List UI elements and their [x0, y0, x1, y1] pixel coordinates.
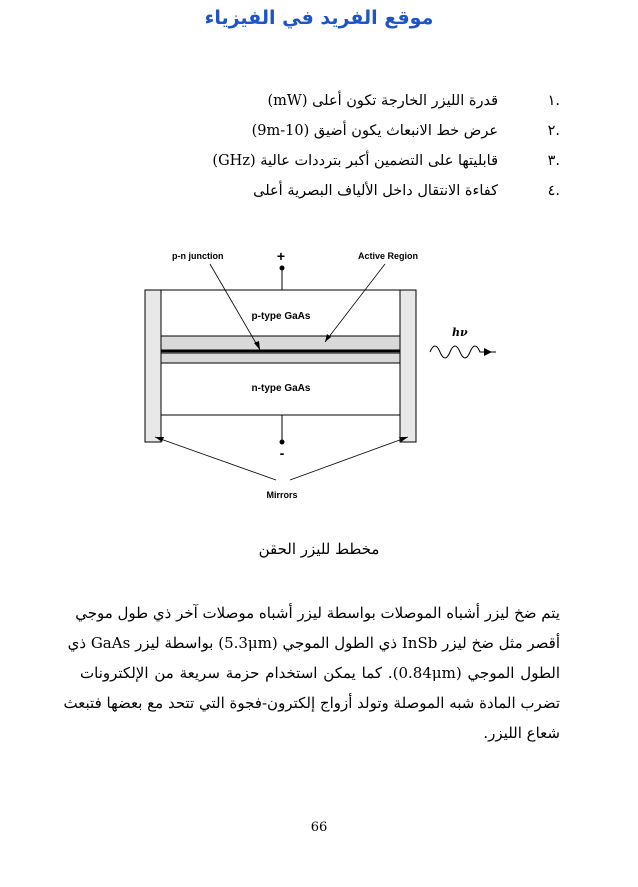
list-number: .٣ — [547, 153, 560, 169]
mirrors-right-pointer — [290, 437, 408, 480]
left-mirror — [145, 290, 161, 442]
photon-arrowhead — [484, 348, 492, 356]
injection-laser-diagram — [100, 232, 520, 512]
list-text: كفاءة الانتقال داخل الألياف البصرية أعلى — [253, 183, 498, 199]
body-paragraph — [63, 598, 560, 748]
figure-caption: مخطط لليزر الحقن — [258, 540, 380, 558]
plus-terminal-label: + — [276, 248, 286, 264]
right-mirror — [400, 290, 416, 442]
pn-junction-label: p-n junction — [172, 251, 224, 261]
list-text: عرض خط الانبعاث يكون أضيق (10-9m) — [251, 123, 498, 139]
p-type-label: p-type GaAs — [251, 311, 311, 322]
list-item — [170, 116, 560, 146]
mirrors-left-pointer — [155, 437, 276, 480]
page-number: 66 — [310, 820, 328, 835]
list-item — [170, 86, 560, 116]
photon-energy-label: hν — [452, 326, 468, 339]
site-header-title: موقع الفريد في الفيزياء — [204, 7, 434, 29]
list-number: .٤ — [547, 183, 560, 199]
n-type-label: n-type GaAs — [251, 383, 311, 394]
mirrors-label: Mirrors — [266, 490, 298, 500]
paragraph-line: شعاع الليزر. — [483, 724, 560, 742]
active-region-label: Active Region — [358, 251, 419, 261]
list-text: قابليتها على التضمين أكبر بترددات عالية (GHz) — [212, 153, 498, 169]
bottom-terminal-dot — [280, 440, 285, 445]
list-number: .١ — [547, 93, 560, 109]
paragraph-line: تضرب المادة شبه الموصلة وتولد أزواج إلكترون-فجوة التي تتحد مع بعضها فتبعث — [63, 694, 560, 712]
paragraph-line: يتم ضخ ليزر أشباه الموصلات بواسطة ليزر أشباه موصلات آخر ذي طول موجي — [75, 604, 560, 622]
list-number: .٢ — [547, 123, 560, 139]
list-item — [170, 176, 560, 206]
active-region-lower — [161, 353, 400, 363]
top-terminal-dot — [280, 266, 285, 271]
list-item — [170, 146, 560, 176]
minus-terminal-label: - — [279, 445, 285, 461]
paragraph-line: الطول الموجي (0.84μm). كما يمكن استخدام حزمة سريعة من الإلكترونات — [80, 664, 560, 682]
paragraph-line: أقصر مثل ضخ ليزر InSb ذي الطول الموجي (5.3μm) بواسطة ليزر GaAs ذي — [67, 634, 560, 652]
features-list — [170, 86, 560, 206]
active-region-layer — [161, 336, 400, 350]
list-text: قدرة الليزر الخارجة تكون أعلى (mW) — [267, 93, 498, 109]
